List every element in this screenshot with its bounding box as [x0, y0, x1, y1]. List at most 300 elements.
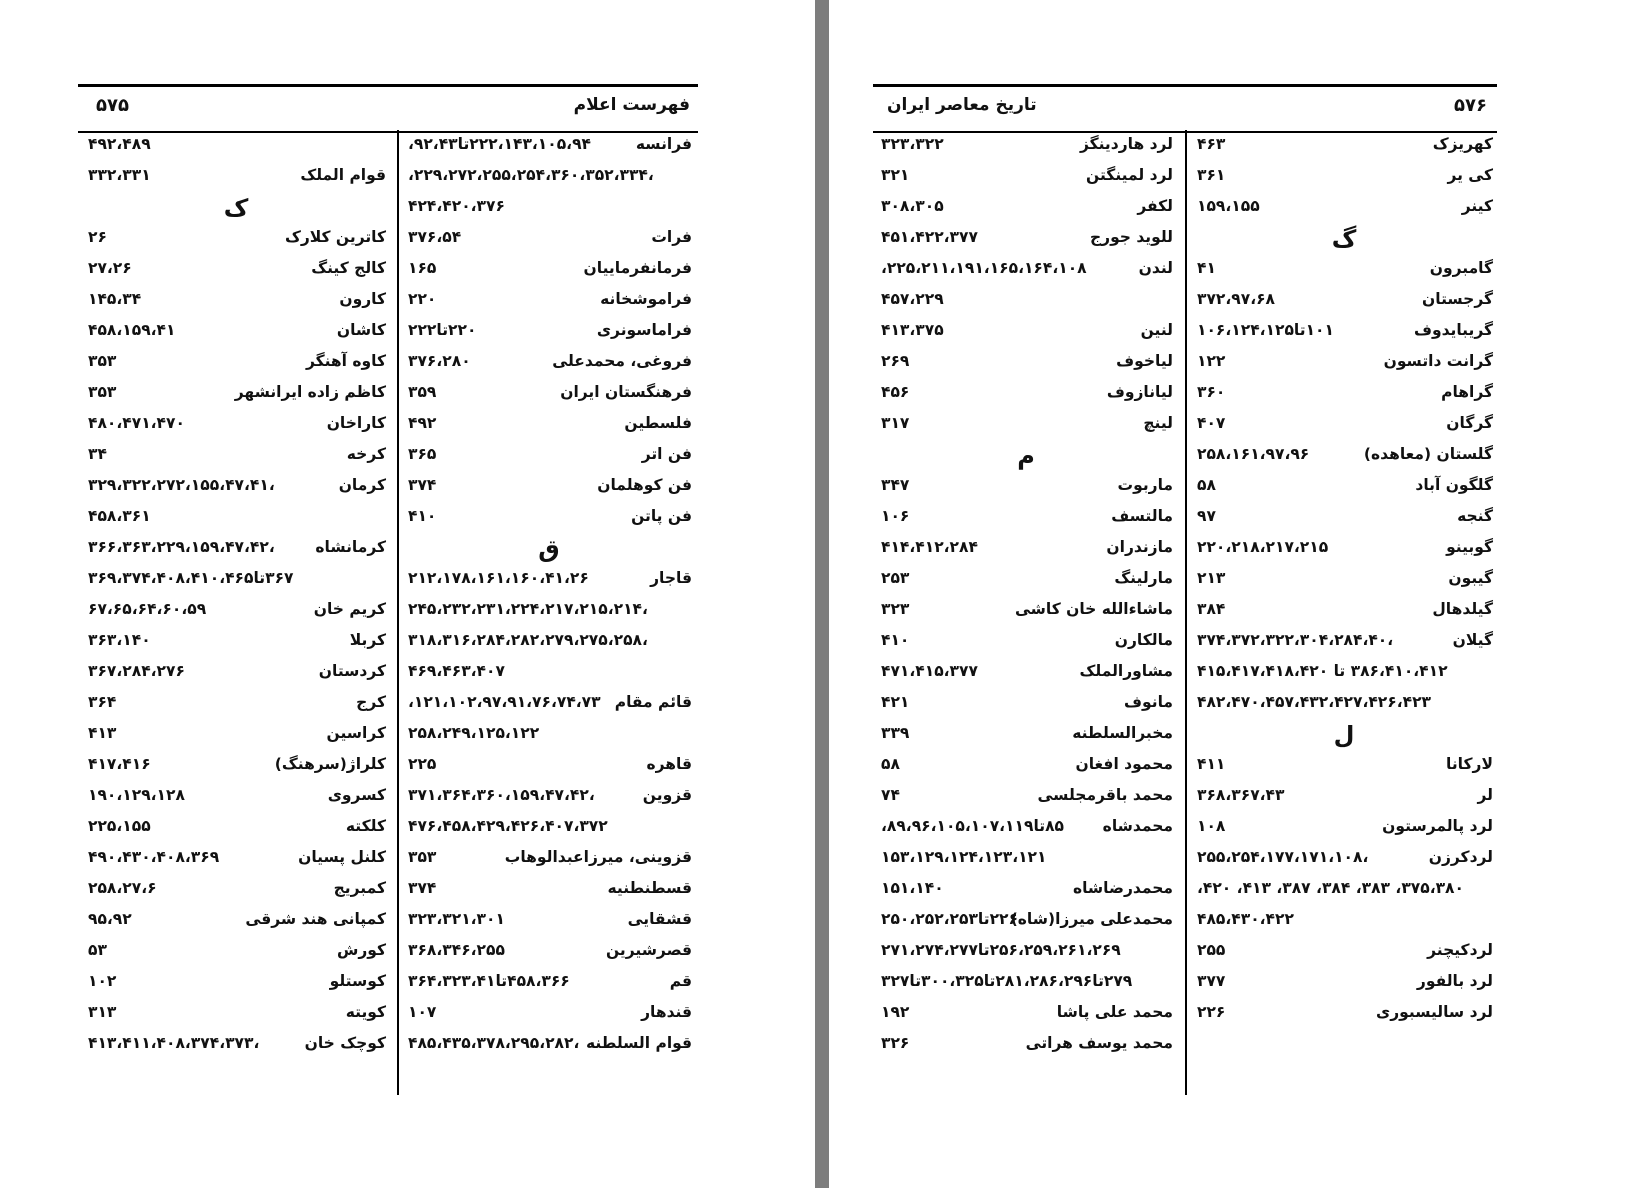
index-entry [873, 347, 1179, 378]
entry-name: گامبرون [1429, 259, 1493, 277]
index-entry [400, 595, 698, 626]
entry-name: قسطنطنیه [607, 879, 692, 897]
entry-page-refs: ۳۷۲،۹۷،۶۸ [1197, 290, 1275, 308]
entry-page-refs: ۲۲۲،۱۴۳،۱۰۵،۹۴تا۹۲،۴۳، [408, 135, 591, 153]
section-letter-heading [1189, 719, 1499, 750]
index-entry [873, 781, 1179, 812]
index-entry [1189, 750, 1499, 781]
index-entry [80, 533, 392, 564]
index-entry [80, 285, 392, 316]
entry-page-refs: ،۳۷۱،۳۶۴،۳۶۰،۱۵۹،۴۷،۴۲ [408, 786, 595, 804]
entry-name: لندن [1138, 259, 1173, 277]
section-letter-heading [873, 440, 1179, 471]
index-entry [80, 874, 392, 905]
entry-name: کرمانشاه [315, 538, 386, 556]
entry-page-refs: ۴۵۸،۱۵۹،۴۱ [88, 321, 176, 339]
entry-name: لرد لمینگتن [1086, 166, 1173, 184]
entry-name: محمد باقرمجلسی [1037, 786, 1173, 804]
entry-name: فرات [651, 228, 692, 246]
entry-page-refs: ۳۸۶،۴۱۰،۴۱۲ تا ۴۱۵،۴۱۷،۴۱۸،۴۲۰ [1197, 662, 1448, 680]
entry-page-refs: ۴۱۳،۳۷۵ [881, 321, 944, 339]
entry-page-refs: ۲۷۹تا۲۸۱،۲۸۶،۲۹۶تا۳۰۰،۳۲۵تا۳۲۷ [881, 972, 1133, 990]
entry-name: کینر [1461, 197, 1493, 215]
entry-page-refs: ۴۶۳ [1197, 135, 1226, 153]
index-entry [80, 750, 392, 781]
entry-page-refs: ۲۲۶ [1197, 1003, 1226, 1021]
section-letter: گ [1331, 225, 1357, 253]
index-entry [873, 378, 1179, 409]
index-entry [400, 1029, 698, 1060]
entry-name: مانوف [1124, 693, 1173, 711]
entry-name: لردکرزن [1428, 848, 1493, 866]
section-letter-heading [80, 192, 392, 223]
entry-page-refs: ۴۷۱،۴۱۵،۳۷۷ [881, 662, 978, 680]
entry-name: کسروی [327, 786, 386, 804]
entry-name: قائم مقام [614, 693, 692, 711]
entry-name: کوستلو [329, 972, 386, 990]
entry-name: مالتسف [1111, 507, 1173, 525]
entry-page-refs: ۱۵۱،۱۴۰ [881, 879, 944, 897]
entry-name: مشاورالملک [1079, 662, 1173, 680]
entry-name: گنجه [1457, 507, 1493, 525]
entry-name: کاترین کلارک [284, 228, 386, 246]
page-header [873, 84, 1497, 133]
entry-page-refs: ۱۲۲ [1197, 352, 1226, 370]
entry-page-refs: ۳۲۶ [881, 1034, 910, 1052]
entry-page-refs: ۴۸۲،۴۷۰،۴۵۷،۴۳۲،۴۲۷،۴۲۶،۴۲۳ [1197, 693, 1431, 711]
entry-name: مالکارن [1114, 631, 1173, 649]
section-letter: ک [223, 194, 249, 222]
entry-name: مازندران [1106, 538, 1173, 556]
entry-page-refs: ۴۵۶ [881, 383, 910, 401]
index-entry [400, 812, 698, 843]
section-letter-heading [1189, 223, 1499, 254]
index-entry [1189, 874, 1499, 905]
index-entry [80, 905, 392, 936]
index-entry [873, 471, 1179, 502]
entry-name: قاهره [646, 755, 692, 773]
entry-page-refs: ۱۵۹،۱۵۵ [1197, 197, 1260, 215]
index-entry [400, 161, 698, 192]
section-letter: ق [538, 535, 560, 563]
index-entry [80, 502, 392, 533]
index-entry [1189, 130, 1499, 161]
entry-page-refs: ۵۸ [1197, 476, 1216, 494]
entry-name: لرد سالیسبوری [1376, 1003, 1493, 1021]
entry-name: قندهار [641, 1003, 692, 1021]
index-entry [400, 285, 698, 316]
entry-name: گرانت داتسون [1383, 352, 1493, 370]
index-entry [80, 161, 392, 192]
entry-name: قشقایی [627, 910, 692, 928]
entry-page-refs: ۳۷۶،۲۸۰ [408, 352, 471, 370]
entry-name: گیلان [1452, 631, 1493, 649]
entry-name: کاراخان [326, 414, 386, 432]
index-entry [400, 130, 698, 161]
entry-name: لردکیچنر [1427, 941, 1493, 959]
entry-page-refs: ۳۲۱ [881, 166, 910, 184]
entry-name: لر [1477, 786, 1493, 804]
entry-name: قزوین [642, 786, 692, 804]
index-entry [80, 316, 392, 347]
index-entry [400, 719, 698, 750]
index-entry [873, 719, 1179, 750]
index-entry [873, 223, 1179, 254]
index-entry [80, 378, 392, 409]
entry-page-refs: ۲۵۳ [881, 569, 910, 587]
entry-name: کالج کینگ [311, 259, 386, 277]
entry-page-refs: ۴۱۳ [88, 724, 117, 742]
entry-name: فن اتر [641, 445, 692, 463]
index-column-right [1189, 130, 1499, 1029]
entry-page-refs: ۳۶۰ [1197, 383, 1226, 401]
entry-page-refs: ۲۵۶،۲۵۹،۲۶۱،۲۶۹تا۲۷۱،۲۷۴،۲۷۷ [881, 941, 1121, 959]
entry-page-refs: ۲۲۰ [408, 290, 437, 308]
index-entry [400, 781, 698, 812]
index-entry [873, 316, 1179, 347]
index-entry [1189, 657, 1499, 688]
entry-name: لرد هاردینگز [1079, 135, 1173, 153]
index-entry [400, 657, 698, 688]
index-entry [1189, 347, 1499, 378]
entry-name: محمدعلی میرزا(شاه) [1010, 910, 1173, 928]
entry-page-refs: ،۲۴۵،۲۳۲،۲۳۱،۲۲۴،۲۱۷،۲۱۵،۲۱۴ [408, 600, 648, 618]
index-entry [873, 192, 1179, 223]
index-entry [400, 502, 698, 533]
index-column-left [873, 130, 1179, 1060]
index-entry [873, 874, 1179, 905]
index-column-right [400, 130, 698, 1060]
entry-page-refs: ۴۵۸،۳۶۱ [88, 507, 151, 525]
entry-page-refs: ۲۲۵،۲۱۱،۱۹۱،۱۶۵،۱۶۴،۱۰۸، [881, 259, 1087, 277]
entry-name: قصرشیرین [605, 941, 692, 959]
entry-page-refs: ۲۷،۲۶ [88, 259, 132, 277]
entry-name: مخبرالسلطنه [1072, 724, 1173, 742]
index-entry [873, 564, 1179, 595]
index-entry [400, 998, 698, 1029]
index-entry [1189, 688, 1499, 719]
entry-page-refs: ۳۱۳ [88, 1003, 117, 1021]
entry-page-refs: ۱۶۵ [408, 259, 437, 277]
index-entry [400, 316, 698, 347]
entry-page-refs: ۳۴ [88, 445, 107, 463]
entry-page-refs: ۲۱۳ [1197, 569, 1226, 587]
entry-name: گرجستان [1422, 290, 1493, 308]
entry-name: قاجار [650, 569, 692, 587]
entry-name: فراموشخانه [600, 290, 692, 308]
entry-page-refs: ،۳۱۸،۳۱۶،۲۸۴،۲۸۲،۲۷۹،۲۷۵،۲۵۸ [408, 631, 648, 649]
index-entry [1189, 967, 1499, 998]
index-entry [80, 936, 392, 967]
index-entry [400, 626, 698, 657]
entry-name: لرد پالمرستون [1382, 817, 1493, 835]
entry-name: محمد علی پاشا [1056, 1003, 1173, 1021]
entry-page-refs: ۴۲۱ [881, 693, 910, 711]
entry-name: لارکانا [1446, 755, 1493, 773]
index-entry [1189, 161, 1499, 192]
entry-page-refs: ،۲۲۹،۲۷۲،۲۵۵،۲۵۴،۳۶۰،۳۵۲،۳۳۴، [408, 166, 654, 184]
entry-name: فن کوهلمان [597, 476, 692, 494]
index-entry [1189, 843, 1499, 874]
entry-name: گیلدهال [1432, 600, 1493, 618]
index-entry [80, 626, 392, 657]
entry-name: کراسین [326, 724, 386, 742]
entry-page-refs: ۳۶۸،۳۴۶،۲۵۵ [408, 941, 505, 959]
header-title: فهرست اعلام [573, 95, 690, 115]
entry-name: لنین [1140, 321, 1173, 339]
entry-name: قوام السلطنه [586, 1034, 692, 1052]
index-entry [80, 254, 392, 285]
entry-page-refs: ۵۸ [881, 755, 900, 773]
entry-name: کهریزک [1432, 135, 1493, 153]
entry-name: گوبینو [1446, 538, 1493, 556]
entry-name: فن پاتن [631, 507, 692, 525]
index-entry [1189, 378, 1499, 409]
entry-page-refs: ۱۰۲ [88, 972, 117, 990]
entry-page-refs: ۳۲۳،۳۲۱،۳۰۱ [408, 910, 505, 928]
entry-page-refs: ۲۶ [88, 228, 107, 246]
entry-name: ماربوت [1117, 476, 1173, 494]
entry-page-refs: ۵۳ [88, 941, 107, 959]
index-entry [400, 378, 698, 409]
entry-page-refs: ۱۵۳،۱۲۹،۱۲۴،۱۲۳،۱۲۱ [881, 848, 1047, 866]
entry-page-refs: ۴۵۷،۲۲۹ [881, 290, 944, 308]
section-letter: ل [1333, 721, 1355, 749]
index-entry [1189, 409, 1499, 440]
entry-page-refs: ،۲۵۵،۲۵۴،۱۷۷،۱۷۱،۱۰۸ [1197, 848, 1369, 866]
index-entry [873, 502, 1179, 533]
index-entry [80, 595, 392, 626]
index-entry [1189, 626, 1499, 657]
index-entry [873, 161, 1179, 192]
entry-name: گریبایدوف [1413, 321, 1493, 339]
entry-page-refs: ۳۵۳ [408, 848, 437, 866]
entry-page-refs: ۴۱۰ [408, 507, 437, 525]
entry-page-refs: ۴۹۲،۴۸۹ [88, 135, 151, 153]
entry-name: فروغی، محمدعلی [552, 352, 692, 370]
entry-page-refs: ۳۲۳ [881, 600, 910, 618]
entry-name: کرج [356, 693, 386, 711]
entry-name: کلنل پسیان [298, 848, 386, 866]
index-entry [1189, 936, 1499, 967]
entry-name: قوام الملک [300, 166, 386, 184]
entry-page-refs: ۳۵۳ [88, 383, 117, 401]
entry-page-refs: ۳۲۳،۳۲۲ [881, 135, 944, 153]
entry-page-refs: ۱۹۰،۱۲۹،۱۲۸ [88, 786, 185, 804]
entry-page-refs: ۳۸۴ [1197, 600, 1226, 618]
index-entry [1189, 285, 1499, 316]
entry-name: کاشان [336, 321, 386, 339]
index-entry [80, 347, 392, 378]
index-entry [80, 967, 392, 998]
index-entry [80, 812, 392, 843]
page-number: ۵۷۵ [96, 95, 129, 116]
index-entry [1189, 595, 1499, 626]
column-divider [397, 130, 399, 1095]
page-number: ۵۷۶ [1454, 95, 1487, 116]
index-entry [873, 998, 1179, 1029]
entry-page-refs: ۲۲۰تا۲۲۲ [408, 321, 477, 339]
entry-page-refs: ،۳۷۴،۳۷۲،۳۲۲،۳۰۴،۲۸۴،۴۰ [1197, 631, 1394, 649]
index-entry [80, 440, 392, 471]
entry-name: کاوه آهنگر [305, 352, 386, 370]
entry-page-refs: ۴۵۱،۴۲۲،۳۷۷ [881, 228, 978, 246]
entry-name: فرمانفرماییان [583, 259, 692, 277]
entry-page-refs: ۴۷۶،۴۵۸،۴۲۹،۴۲۶،۴۰۷،۳۷۲ [408, 817, 608, 835]
entry-name: ماشاءالله خان کاشی [1014, 600, 1173, 618]
index-entry [1189, 564, 1499, 595]
index-entry [1189, 316, 1499, 347]
index-entry [873, 657, 1179, 688]
entry-page-refs: ۳۶۵ [408, 445, 437, 463]
section-letter-heading [400, 533, 698, 564]
index-entry [80, 564, 392, 595]
index-entry [873, 285, 1179, 316]
entry-page-refs: ۳۷۴ [408, 879, 437, 897]
index-entry [1189, 502, 1499, 533]
entry-page-refs: ۳۵۹ [408, 383, 437, 401]
entry-page-refs: ۱۹۲ [881, 1003, 910, 1021]
entry-page-refs: ۷۴ [881, 786, 900, 804]
index-entry [873, 905, 1179, 936]
entry-page-refs: ۴۰۷ [1197, 414, 1226, 432]
index-entry [873, 130, 1179, 161]
index-entry [1189, 440, 1499, 471]
entry-page-refs: ،۴۸۵،۴۳۵،۳۷۸،۲۹۵،۲۸۲ [408, 1034, 580, 1052]
entry-page-refs: ۸۵تا۸۹،۹۶،۱۰۵،۱۰۷،۱۱۹، [881, 817, 1064, 835]
entry-name: فرانسه [635, 135, 692, 153]
entry-page-refs: ۲۲۰،۲۱۸،۲۱۷،۲۱۵ [1197, 538, 1329, 556]
entry-page-refs: ۳۷۷ [1197, 972, 1226, 990]
index-entry [1189, 471, 1499, 502]
entry-name: کاظم زاده ایرانشهر [234, 383, 386, 401]
index-entry [873, 1029, 1179, 1060]
entry-name: لکفر [1137, 197, 1173, 215]
index-entry [873, 626, 1179, 657]
index-column-left [80, 130, 392, 1060]
entry-page-refs: ۴۲۴،۴۲۰،۳۷۶ [408, 197, 505, 215]
index-entry [400, 905, 698, 936]
index-entry [400, 874, 698, 905]
entry-name: کلکته [345, 817, 386, 835]
entry-page-refs: ۳۶۳،۱۴۰ [88, 631, 151, 649]
index-entry [1189, 533, 1499, 564]
index-entry [873, 812, 1179, 843]
entry-page-refs: ۳۰۸،۳۰۵ [881, 197, 944, 215]
right-page [829, 0, 1639, 1188]
entry-page-refs: ۲۵۵ [1197, 941, 1226, 959]
index-entry [80, 719, 392, 750]
page-header [78, 84, 698, 133]
index-entry [400, 843, 698, 874]
entry-page-refs: ۴۱۴،۴۱۲،۲۸۴ [881, 538, 978, 556]
entry-name: کارون [339, 290, 386, 308]
entry-name: محمد یوسف هراتی [1025, 1034, 1173, 1052]
entry-page-refs: ۴۸۵،۴۳۰،۴۲۲ [1197, 910, 1294, 928]
entry-page-refs: ۳۶۷تا۳۶۹،۳۷۴،۴۰۸،۴۱۰،۴۶۵ [88, 569, 294, 587]
entry-page-refs: ۴۶۹،۴۶۳،۴۰۷ [408, 662, 505, 680]
entry-page-refs: ۱۰۶ [881, 507, 910, 525]
index-entry [80, 657, 392, 688]
entry-page-refs: ۲۱۲،۱۷۸،۱۶۱،۱۶۰،۴۱،۲۶ [408, 569, 589, 587]
entry-page-refs: ۱۰۸ [1197, 817, 1226, 835]
index-entry [400, 254, 698, 285]
index-entry [873, 967, 1179, 998]
index-entry [873, 533, 1179, 564]
index-entry [400, 223, 698, 254]
entry-page-refs: ۳۶۴ [88, 693, 117, 711]
entry-name: گراهام [1441, 383, 1493, 401]
index-entry [400, 409, 698, 440]
index-entry [400, 750, 698, 781]
entry-name: کلراژ(سرهنگ) [274, 755, 386, 773]
entry-page-refs: ۲۶۹ [881, 352, 910, 370]
entry-page-refs: ۳۱۷ [881, 414, 910, 432]
index-entry [873, 750, 1179, 781]
index-entry [873, 409, 1179, 440]
entry-page-refs: ۲۵۸،۱۶۱،۹۷،۹۶ [1197, 445, 1310, 463]
index-entry [400, 967, 698, 998]
entry-page-refs: ۳۶۱ [1197, 166, 1226, 184]
entry-name: مارلینگ [1114, 569, 1173, 587]
entry-page-refs: ۴۱۷،۴۱۶ [88, 755, 151, 773]
entry-name: گیبون [1448, 569, 1493, 587]
entry-page-refs: ۲۲۶تا۲۵۰،۲۵۲،۲۵۳ [881, 910, 1018, 928]
entry-page-refs: ۱۴۵،۳۴ [88, 290, 142, 308]
index-entry [80, 223, 392, 254]
entry-name: لرد بالفور [1416, 972, 1493, 990]
index-entry [80, 130, 392, 161]
entry-name: محمدرضاشاه [1072, 879, 1173, 897]
entry-name: فلسطین [624, 414, 692, 432]
entry-page-refs: ۴۱ [1197, 259, 1216, 277]
index-entry [1189, 905, 1499, 936]
entry-name: گلستان (معاهده) [1363, 445, 1493, 463]
index-entry [873, 688, 1179, 719]
index-entry [400, 440, 698, 471]
entry-page-refs: ۳۳۹ [881, 724, 910, 742]
entry-page-refs: ۴۹۲ [408, 414, 437, 432]
index-entry [80, 781, 392, 812]
entry-name: کردستان [318, 662, 386, 680]
entry-name: کوچک خان [304, 1034, 386, 1052]
column-divider [1185, 130, 1187, 1095]
index-entry [80, 843, 392, 874]
entry-page-refs: ۲۲۵ [408, 755, 437, 773]
entry-name: محمدشاه [1102, 817, 1173, 835]
entry-page-refs: ۴۱۱ [1197, 755, 1226, 773]
left-page [0, 0, 815, 1188]
entry-page-refs: ۳۳۲،۳۳۱ [88, 166, 151, 184]
entry-name: کریم خان [313, 600, 386, 618]
entry-page-refs: ۲۲۵،۱۵۵ [88, 817, 151, 835]
entry-name: محمود افغان [1075, 755, 1173, 773]
index-entry [873, 254, 1179, 285]
entry-name: قم [669, 972, 692, 990]
entry-page-refs: ۳۴۷ [881, 476, 910, 494]
index-entry [1189, 781, 1499, 812]
entry-page-refs: ۱۰۱تا۱۰۶،۱۲۴،۱۲۵ [1197, 321, 1334, 339]
entry-name: کمپانی هند شرقی [245, 910, 386, 928]
index-entry [400, 564, 698, 595]
entry-page-refs: ۳۷۵،۳۸۰، ۳۸۳، ۳۸۴، ۳۸۷، ۴۱۳، ۴۲۰، [1197, 879, 1464, 897]
index-entry [80, 409, 392, 440]
entry-name: للوید جورج [1089, 228, 1173, 246]
index-entry [80, 998, 392, 1029]
header-title: تاریخ معاصر ایران [887, 95, 1037, 115]
section-letter: م [1017, 442, 1035, 470]
entry-name: گلگون آباد [1415, 476, 1493, 494]
